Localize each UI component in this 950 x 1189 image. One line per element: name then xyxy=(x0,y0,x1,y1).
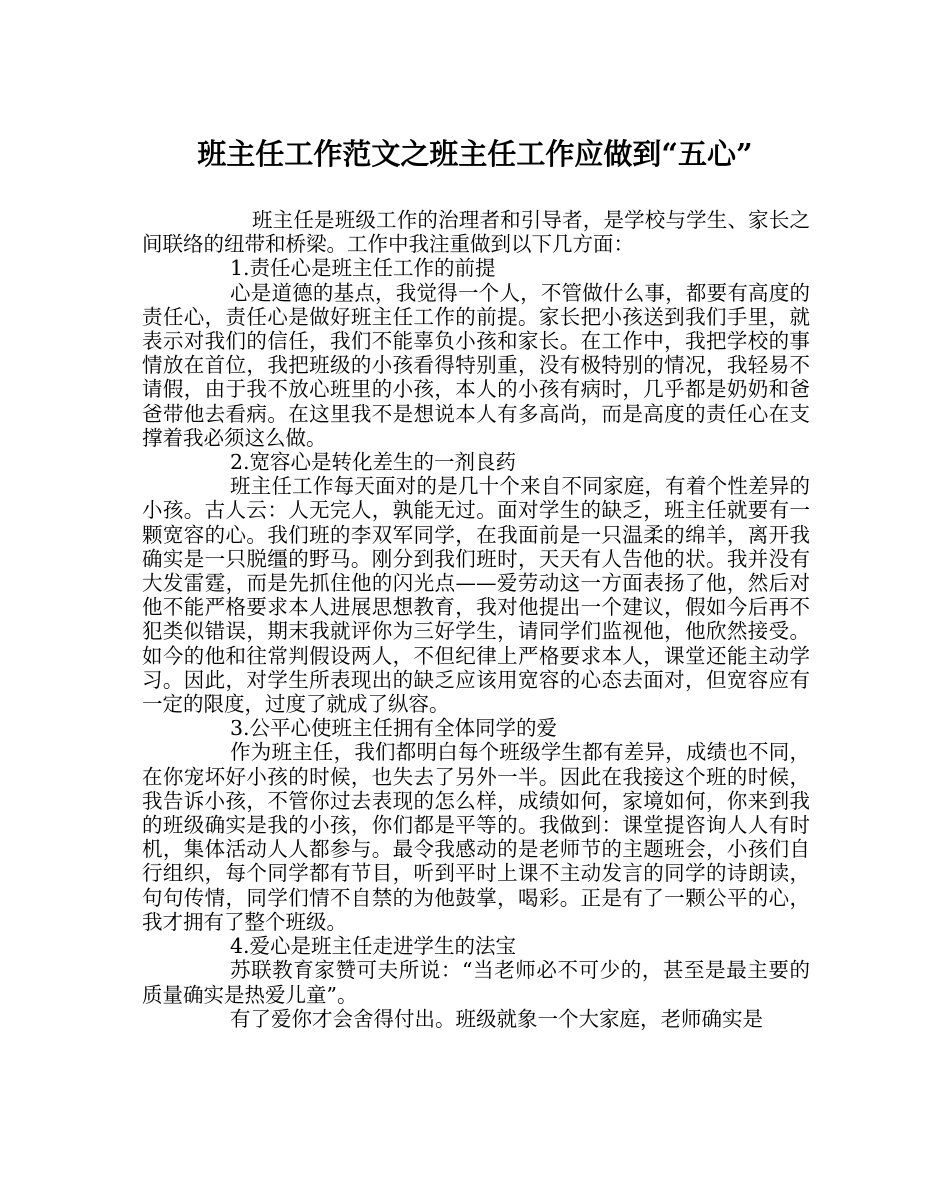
section-heading-love: 4.爱心是班主任走进学生的法宝 xyxy=(230,934,517,959)
document-title: 班主任工作范文之班主任工作应做到“五心” xyxy=(197,137,753,171)
section-heading-tolerance: 2.宽容心是转化差生的一剂良药 xyxy=(230,450,517,475)
section-heading-responsibility: 1.责任心是班主任工作的前提 xyxy=(230,256,496,281)
intro-paragraph: 班主任是班级工作的治理者和引导者，是学校与学生、家长之间联络的纽带和桥梁。工作中我注重做到以下几方面： xyxy=(142,208,810,257)
body-paragraph: 班主任工作每天面对的是几十个来自不同家庭，有着个性差异的小孩。古人云：人无完人，孰能无过。面对学生的缺乏，班主任就要有一颗宽容的心。我们班的李双军同学，在我面前是一只温柔的绵羊，离开我确实是一只脱缰的野马。刚分到我们班时，天天有人告他的状。我并没有大发雷霆，而是先抓住他的闪光点——爱劳动这一方面表扬了他，然后对他不能严格要求本人进展思想教育，我对他提出一个建议，假如今后再不犯类似错误，期末我就评你为三好学生，请同学们监视他，他欣然接受。如今的他和往常判假设两人，不但纪律上严格要求本人，课堂还能主动学习。因此，对学生所表现出的缺乏应该用宽容的心态去面对，但宽容应有一定的限度，过度了就成了纵容。 xyxy=(142,474,810,717)
body-paragraph: 苏联教育家赞可夫所说：“当老师必不可少的，甚至是最主要的质量确实是热爱儿童”。 xyxy=(142,958,810,1007)
body-paragraph: 心是道德的基点，我觉得一个人，不管做什么事，都要有高度的责任心，责任心是做好班主任工作的前提。家长把小孩送到我们手里，就表示对我们的信任，我们不能辜负小孩和家长。在工作中，我把学校的事情放在首位，我把班级的小孩看得特别重，没有极特别的情况，我轻易不请假，由于我不放心班里的小孩，本人的小孩有病时，几乎都是奶奶和爸爸带他去看病。在这里我不是想说本人有多高尚，而是高度的责任心在支撑着我必须这么做。 xyxy=(142,280,810,450)
document-body xyxy=(142,208,810,1031)
body-paragraph: 有了爱你才会舍得付出。班级就象一个大家庭，老师确实是 xyxy=(230,1006,763,1031)
section-heading-fairness: 3.公平心使班主任拥有全体同学的爱 xyxy=(230,716,558,741)
body-paragraph: 作为班主任，我们都明白每个班级学生都有差异，成绩也不同，在你宠坏好小孩的时候，也失去了另外一半。因此在我接这个班的时候，我告诉小孩，不管你过去表现的怎么样，成绩如何，家境如何，你来到我的班级确实是我的小孩，你们都是平等的。我做到：课堂提咨询人人有时机，集体活动人人都参与。最令我感动的是老师节的主题班会，小孩们自行组织，每个同学都有节目，听到平时上课不主动发言的同学的诗朗读，句句传情，同学们情不自禁的为他鼓掌，喝彩。正是有了一颗公平的心，我才拥有了整个班级。 xyxy=(142,740,810,934)
